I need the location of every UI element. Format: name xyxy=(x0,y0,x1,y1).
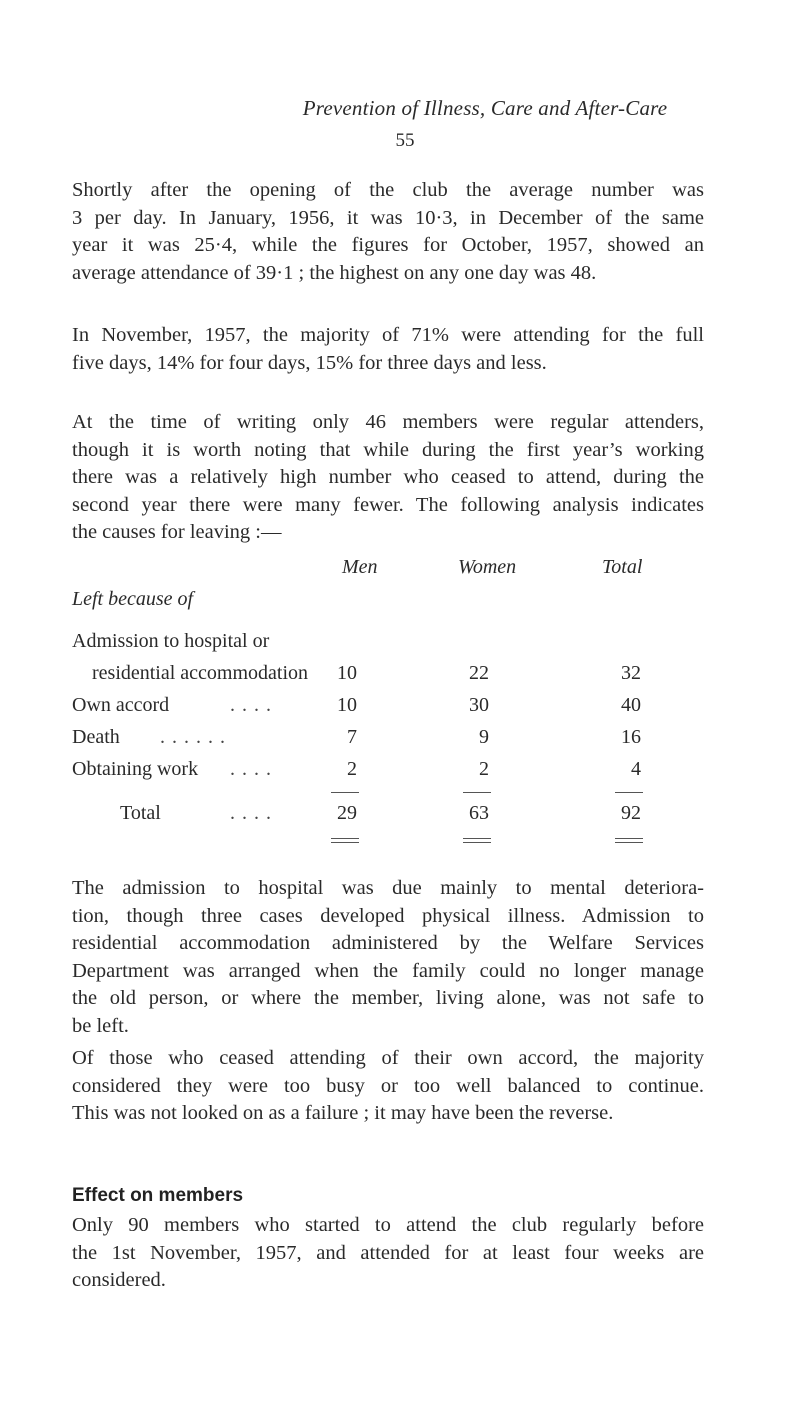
text-line: there was a relatively high number who ceased to attend, during the xyxy=(72,466,704,489)
text-line: second year there were many fewer. The following analysis indicates xyxy=(72,493,704,516)
paragraph-regular-attenders xyxy=(72,409,704,547)
total-men: 29 xyxy=(337,802,357,824)
leader-dots: . . . . xyxy=(230,758,272,780)
subtotal-rule xyxy=(615,792,643,793)
cell-men: 7 xyxy=(347,726,357,748)
cell-men: 10 xyxy=(337,662,357,684)
cell-women: 2 xyxy=(479,758,489,780)
leader-dots: . . . . . . xyxy=(160,726,226,748)
paragraph-majority xyxy=(72,322,704,377)
text-line: considered. xyxy=(72,1269,166,1292)
cell-women: 22 xyxy=(469,662,489,684)
cell-total: 40 xyxy=(621,694,641,716)
text-line: be left. xyxy=(72,1014,129,1037)
text-line: Only 90 members who started to attend the club regularly before xyxy=(72,1214,704,1236)
paragraph-hospital-admission xyxy=(72,875,704,1041)
text-line: considered they were too busy or too well balanced to continue. xyxy=(72,1074,704,1097)
total-double-rule xyxy=(615,838,643,843)
row-label xyxy=(72,694,169,717)
text-line: the causes for leaving :— xyxy=(72,521,282,544)
row-label: Admission to hospital or xyxy=(72,630,270,652)
leader-dots: . . . . xyxy=(230,694,272,716)
paragraph-own-accord xyxy=(72,1045,704,1128)
row-label: Obtaining work xyxy=(72,758,199,780)
text-line: tion, though three cases developed physical illness. Admission to xyxy=(72,904,704,927)
row-label-text: Own accord xyxy=(72,694,170,716)
subtotal-rule xyxy=(463,792,491,793)
text-line: the old person, or where the member, living alone, was not safe to xyxy=(72,987,704,1010)
row-label: Death xyxy=(72,726,120,748)
total-row-label: Total xyxy=(120,802,161,824)
text-line: five days, 14% for four days, 15% for three days and less. xyxy=(72,351,547,374)
cell-women: 30 xyxy=(469,694,489,716)
row-label: residential accommodation xyxy=(92,662,309,684)
paragraph-attendance xyxy=(72,177,704,287)
text-line: residential accommodation administered by the Welfare Services xyxy=(72,932,704,955)
leader-dots: . . . . xyxy=(230,802,272,824)
total-total: 92 xyxy=(621,802,641,824)
text-line: At the time of writing only 46 members were regular attenders, xyxy=(72,411,704,433)
total-double-rule xyxy=(463,838,491,843)
page-number: 55 xyxy=(395,130,415,151)
text-line: The admission to hospital was due mainly to mental deteriora- xyxy=(72,877,704,899)
text-line: This was not looked on as a failure ; it may have been the reverse. xyxy=(72,1102,614,1125)
text-line: 3 per day. In January, 1956, it was 10·3, in December of the same xyxy=(72,206,704,229)
text-line: Of those who ceased attending of their own accord, the majority xyxy=(72,1047,704,1069)
text-line: the 1st November, 1957, and attended for at least four weeks are xyxy=(72,1241,704,1264)
total-women: 63 xyxy=(469,802,489,824)
subtotal-rule xyxy=(331,792,359,793)
cell-total: 4 xyxy=(631,758,641,780)
text-line: though it is worth noting that while during the first year’s working xyxy=(72,438,704,461)
text-line: Shortly after the opening of the club the average number was xyxy=(72,179,704,201)
text-line: year it was 25·4, while the figures for October, 1957, showed an xyxy=(72,234,704,257)
cell-men: 10 xyxy=(337,694,357,716)
total-double-rule xyxy=(331,838,359,843)
cell-women: 9 xyxy=(479,726,489,748)
leaving-causes-table xyxy=(72,556,704,824)
column-header-men: Men xyxy=(342,556,378,578)
cell-total: 16 xyxy=(621,726,641,748)
stub-heading: Left because of xyxy=(72,588,194,610)
paragraph-effect-on-members xyxy=(72,1212,704,1295)
column-header-total: Total xyxy=(602,556,643,578)
running-head: Prevention of Illness, Care and After-Care xyxy=(302,96,668,120)
text-line: average attendance of 39·1 ; the highest on any one day was 48. xyxy=(72,261,597,284)
column-header-women: Women xyxy=(458,556,517,578)
text-line: In November, 1957, the majority of 71% were attending for the full xyxy=(72,324,704,346)
cell-total: 32 xyxy=(621,662,641,684)
text-line: Department was arranged when the family could no longer manage xyxy=(72,959,704,982)
section-heading: Effect on members xyxy=(72,1185,244,1206)
cell-men: 2 xyxy=(347,758,357,780)
